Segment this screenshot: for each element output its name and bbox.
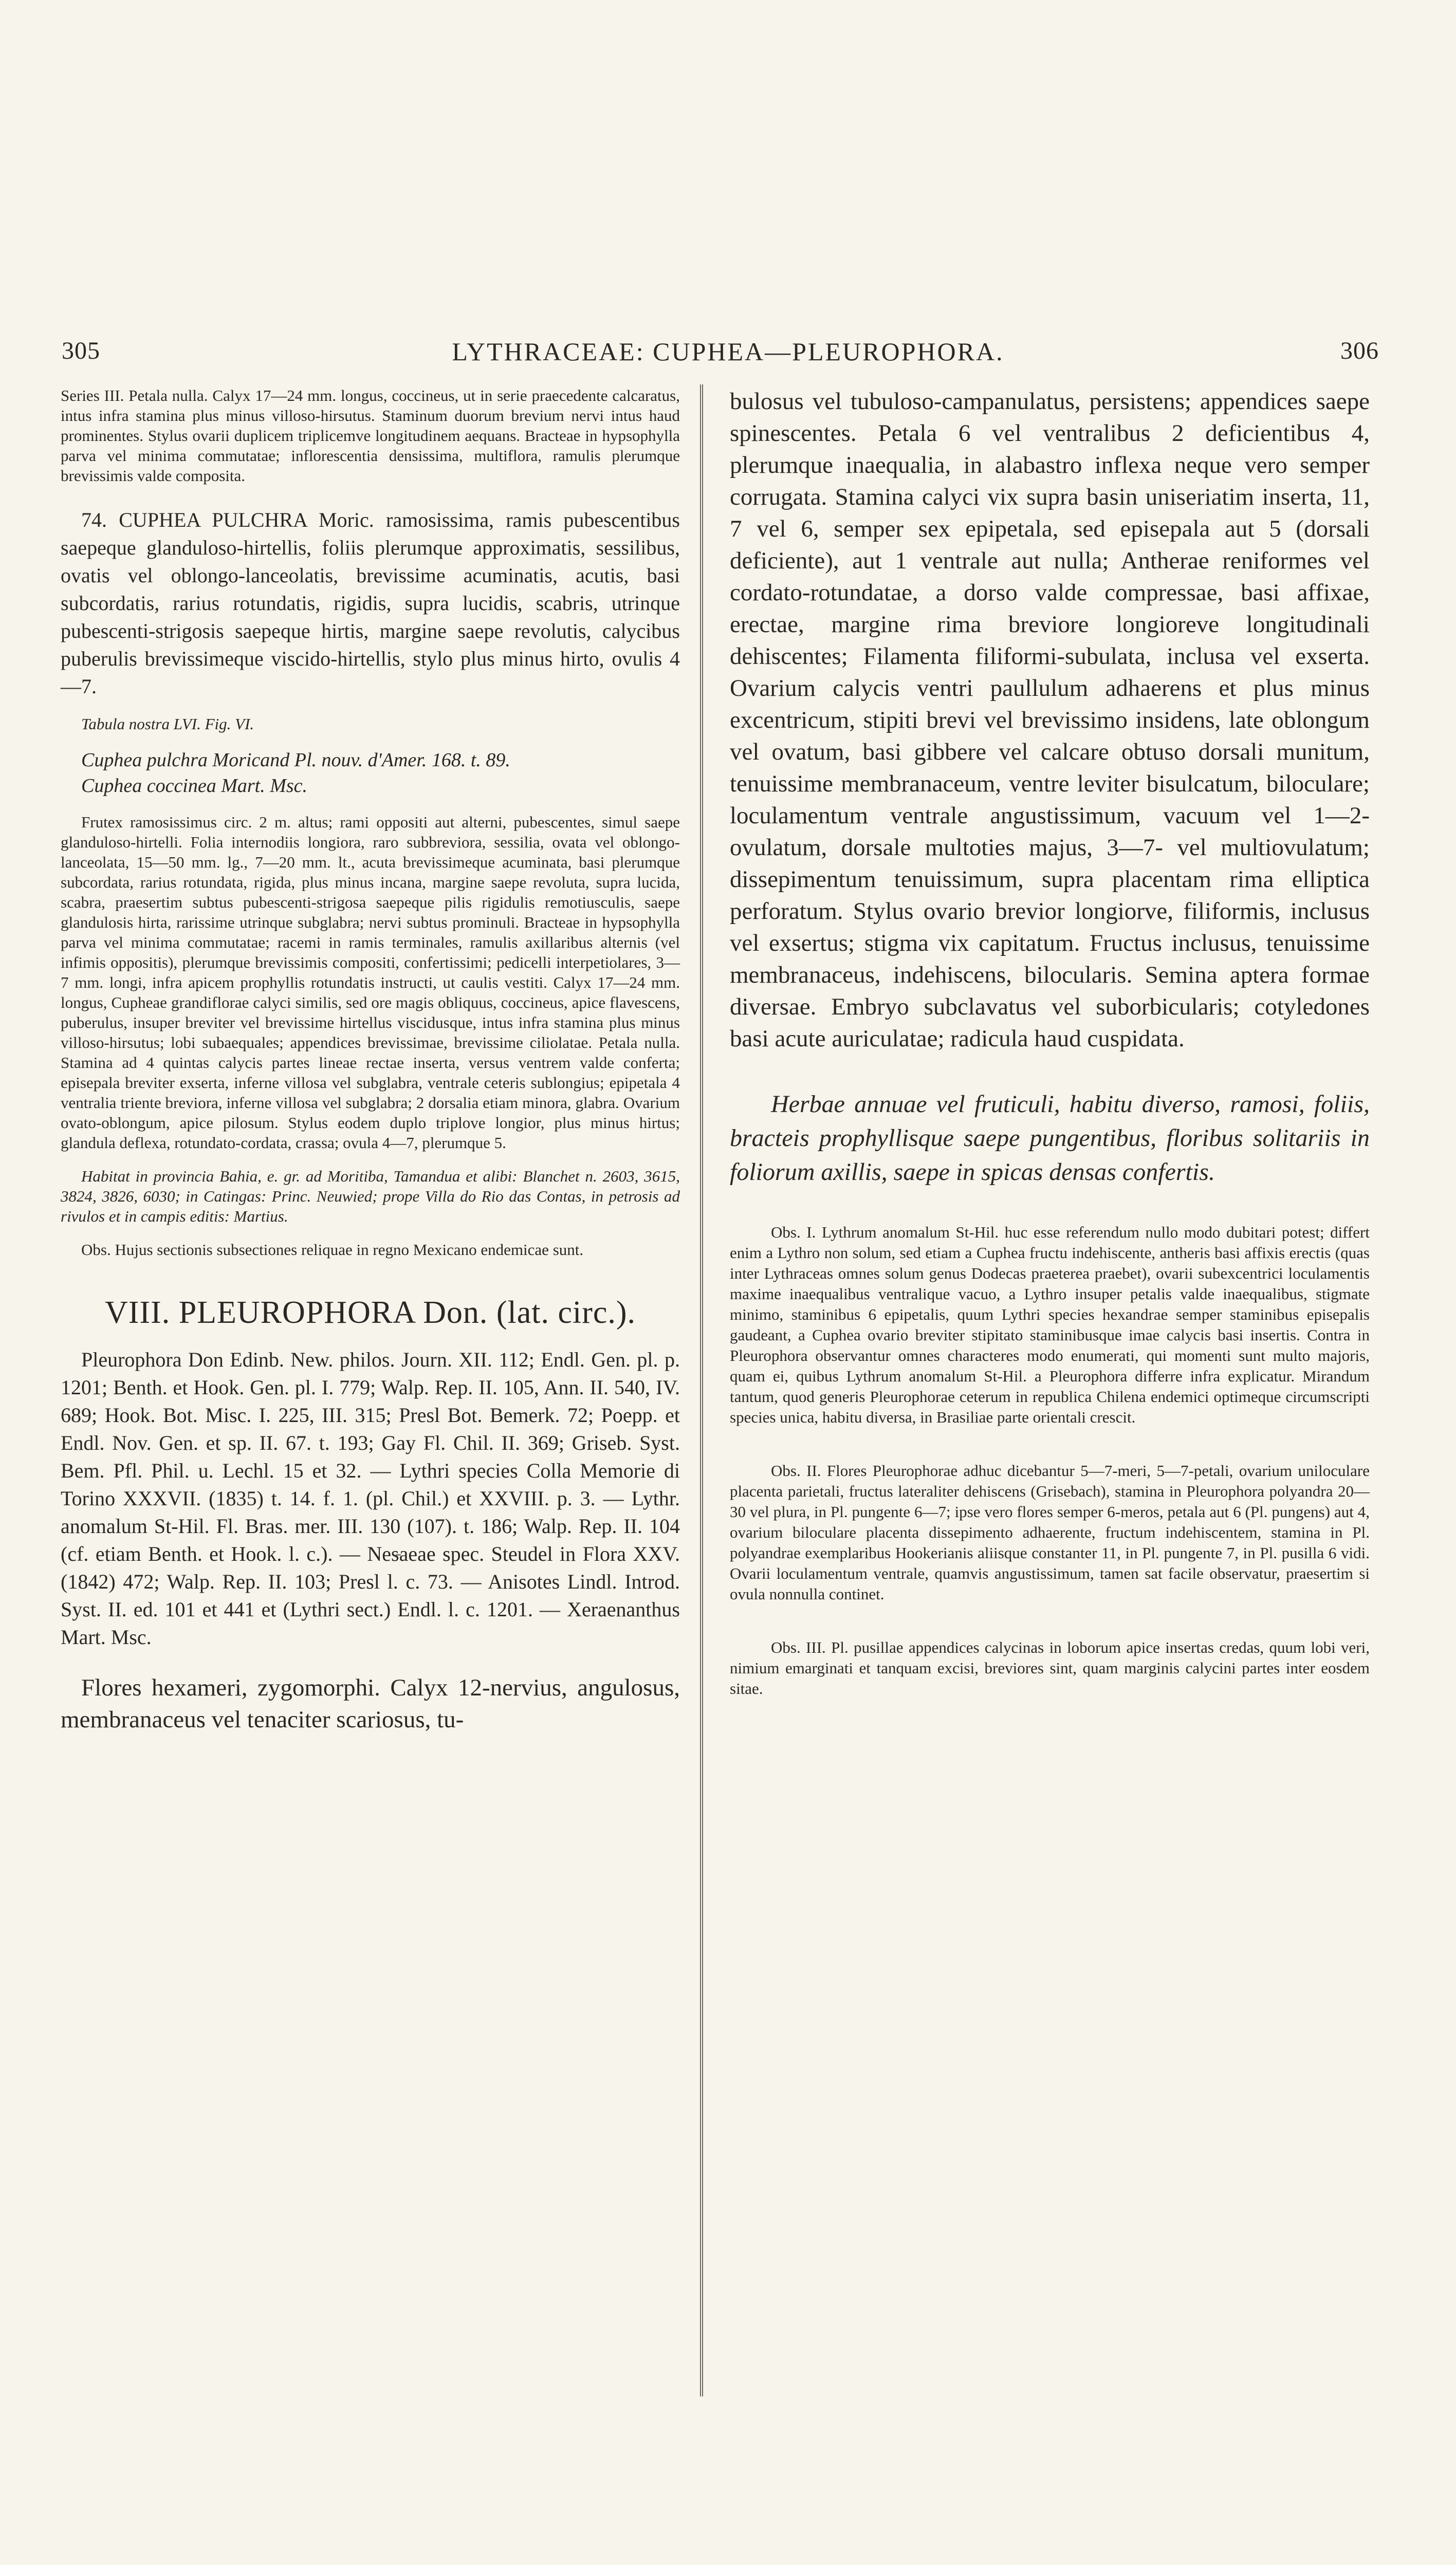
- column-divider: [700, 384, 703, 2396]
- species-description: Frutex ramosissimus circ. 2 m. altus; rami oppositi aut alterni, pubescentes, simul saepe glanduloso-hirtelli. Folia internodiis longiora, raro subbreviora, sessilia, ovata vel oblongo-lanceolata, 15—50 mm. lg., 7—20 mm. lt., acuta brevissimeque acuminata, basi plerumque subcordata, rarius rotundata, rigida, plus minus incana, margine saepe revoluta, supra lucida, scabra, praesertim subtus pubescenti-strigosa saepeque pilis rigidulis remotiusculis, saepe glandulosis hirta, rarissime utrinque subglabra; nervi subtus prominuli. Bracteae in hypsophylla parva vel minima commutatae; racemi in ramis terminales, ramulis axillaribus alternis (vel infimis oppositis), plerumque brevissimis compositi, confertissimi; pedicelli interpetiolares, 3—7 mm. longi, infra apicem prophyllis rotundatis instructi, ut caulis vestiti. Calyx 17—24 mm. longus, Cupheae grandiflorae calyci similis, sed ore magis obliquus, coccineus, apice flavescens, puberulus, insuper breviter vel brevissime hirtellus viscidusque, intus infra stamina plus minus villoso-hirsutus; lobi subaequales; appendices brevissimae, brevissime ciliolatae. Petala nulla. Stamina ad 4 quintas calycis partes lineae rectae inserta, versus ventrem valde conferta; episepala breviter exserta, inferne villosa vel subglabra, ventrale ceteris sublongius; epipetala 4 ventralia triente breviora, inferne villosa vel subglabra; 2 dorsalia etiam minora, glabra. Ovarium ovato-oblongum, apice pilosum. Stylus eodem duplo triplove longior, plus minus hirtus; glandula deflexa, rotundato-cordata, crassa; ovula 4—7, plerumque 5.: [61, 813, 680, 1152]
- species-description-head: 74. CUPHEA PULCHRA Moric. ramosissima, ramis pubescentibus saepeque glanduloso-hirtellis, foliis plerumque approximatis, sessilibus, ovatis vel oblongo-lanceolatis, brevissime acuminatis, acutis, basi subcordatis, rarius rotundatis, rigidis, supra lucidis, scabris, utrinque pubescenti-strigosis saepeque hirtis, margine saepe revolutis, calycibus puberulis brevissimeque viscido-hirtellis, stylo plus minus hirto, ovulis 4—7.: [61, 508, 680, 698]
- section-heading: VIII. PLEUROPHORA Don. (lat. circ.).: [104, 1295, 636, 1330]
- genus-description-continued: bulosus vel tubuloso-campanulatus, persistens; appendices saepe spinescentes. Petala 6 vel ventralibus 2 deficientibus 4, plerumque inaequalia, in alabastro inflexa neque vero semper corrugata. Stamina calyci vix supra basin uniseriatim inserta, 11, 7 vel 6, semper sex epipetala, sed episepala aut 5 (dorsali deficiente), aut 1 ventrale aut nulla; Antherae reniformes vel cordato-rotundatae, a dorso valde compressae, basi affixae, erectae, margine rima breviore longioreve longitudinali dehiscentes; Filamenta filiformi-subulata, inclusa vel exserta. Ovarium calycis ventri paullulum adhaerens et plus minus excentricum, stipiti brevi vel brevissimo insidens, late oblongum vel ovatum, basi gibbere vel calcare obtuso dorsali munitum, tenuissime membranaceum, ventre leviter bisulcatum, biloculare; loculamentum ventrale angustissimum, vacuum vel 1—2-ovulatum, dorsale multoties majus, 3—7- vel multiovulatum; dissepimentum tenuissimum, supra placentam rima elliptica perforatum. Stylus ovario brevior longiorve, filiformis, inclusus vel exsertus; stigma vix capitatum. Fructus inclusus, tenuissime membranaceus, indehiscens, bilocularis. Semina aptera formae diversae. Embryo subclavatus vel suborbicularis; cotyledones basi acute auriculatae; radicula haud cuspidata.: [730, 388, 1370, 1052]
- observation-note: Obs. Hujus sectionis subsectiones reliquae in regno Mexicano endemicae sunt.: [81, 1241, 584, 1259]
- observation-one: Obs. I. Lythrum anomalum St-Hil. huc esse referendum nullo modo dubitari potest; differt enim a Lythro non solum, sed etiam a Cuphea fructu indehiscente, antheris basi affixis erectis (quas inter Lythraceas omnes solum genus Dodecas praeterea praebet), ovarii subexcentrici loculamentis maxime inaequalibus ventralique vacuo, a Lythro insuper petalis valde inaequalibus, stigmate minimo, staminibus 6 epipetalis, quum Lythri species hexandrae semper staminibus episepalis gaudeant, a Cuphea ovario breviter stipitato staminibusque imae calycis basi insertis. Contra in Pleurophora observantur omnes characteres modo enumerati, qui momenti sunt multo majoris, quam ei, quibus Lythrum anomalum St-Hil. a Pleurophora differre infra explicatur. Mirandum tantum, quod generis Pleurophorae ceterum in republica Chilena endemici optimeque circumscripti species unica, habitu diversa, in Brasiliae parte orientali crescit.: [730, 1223, 1370, 1426]
- genus-synonymy: Pleurophora Don Edinb. New. philos. Journ. XII. 112; Endl. Gen. pl. p. 1201; Benth. et Hook. Gen. pl. I. 779; Walp. Rep. II. 105, Ann. II. 540, IV. 689; Hook. Bot. Misc. I. 225, III. 315; Presl Bot. Bemerk. 72; Poepp. et Endl. Nov. Gen. et sp. II. 67. t. 193; Gay Fl. Chil. II. 369; Griseb. Syst. Bem. Pfl. Phil. u. Lechl. 15 et 32. — Lythri species Colla Memorie di Torino XXXVII. (1835) t. 14. f. 1. (pl. Chil.) et XXVIII. p. 3. — Lythr. anomalum St-Hil. Fl. Bras. mer. III. 130 (107). t. 186; Walp. Rep. II. 104 (cf. etiam Benth. et Hook. l. c.). — Nesaeae spec. Steudel in Flora XXV. (1842) 472; Walp. Rep. II. 103; Presl l. c. 73. — Anisotes Lindl. Introd. Syst. II. ed. 101 et 441 et (Lythri sect.) Endl. l. c. 1201. — Xeraenanthus Mart. Msc.: [61, 1348, 680, 1649]
- habitat-note: Habitat in provincia Bahia, e. gr. ad Moritiba, Tamandua et alibi: Blanchet n. 2603, 3615, 3824, 3826, 6030; in Catingas: Princ. Neuwied; prope Villa do Rio das Contas, in petrosis ad rivulos et in campis editis: Martius.: [61, 1167, 680, 1225]
- left-column: [61, 385, 680, 1736]
- citation-martius: Cuphea coccinea Mart. Msc.: [81, 775, 308, 797]
- right-column: [730, 385, 1370, 1699]
- genus-description-start: Flores hexameri, zygomorphi. Calyx 12-nervius, angulosus, membranaceus vel tenaciter scariosus, tu-: [61, 1674, 680, 1733]
- observation-three: Obs. III. Pl. pusillae appendices calycinas in loborum apice insertas credas, quum lobi veri, nimium emarginati et tanquam excisi, breviores sint, quam marginis calycini partes inter eosdem sitae.: [730, 1638, 1370, 1697]
- running-title: LYTHRACEAE: CUPHEA—PLEUROPHORA.: [452, 337, 1004, 366]
- page-number-right: 306: [1340, 337, 1379, 364]
- habit-summary: Herbae annuae vel fruticuli, habitu diverso, ramosi, foliis, bracteis prophyllisque saepe pungentibus, floribus solitariis in foliorum axillis, saepe in spicas densas confertis.: [730, 1091, 1370, 1186]
- page-number-left: 305: [62, 337, 100, 364]
- observation-two: Obs. II. Flores Pleurophorae adhuc dicebantur 5—7-meri, 5—7-petali, ovarium uniloculare placenta parietali, fructus lateraliter dehiscens (Grisebach), stamina in Pleurophora polyandra 20—30 vel plura, in Pl. pungente 6—7; ipse vero flores semper 6-meros, petala aut 6 (Pl. pungens) aut 4, ovarium biloculare placenta dissepimento adhaerente, fructum indehiscentem, stamina in Pl. polyandrae exemplaribus Hookerianis aliisque constanter 11, in Pl. pungente 7, in Pl. pusilla 6 vidi. Ovarii loculamentum ventrale, quamvis angustissimum, tamen sat facile observatur, praesertim si ovula nonnulla continet.: [730, 1462, 1370, 1603]
- citation-moricand: Cuphea pulchra Moricand Pl. nouv. d'Amer. 168. t. 89.: [81, 749, 510, 771]
- series-note: Series III. Petala nulla. Calyx 17—24 mm. longus, coccineus, ut in serie praecedente calcaratus, intus infra stamina plus minus villoso-hirsutus. Staminum duorum brevium nervi intus haud prominentes. Stylus ovarii duplicem triplicemve longitudinem aequans. Bracteae in hypsophylla parva vel minima commutatae; inflorescentia densissima, multiflora, ramulis plerumque brevissimis valde composita.: [61, 386, 680, 485]
- plate-reference: Tabula nostra LVI. Fig. VI.: [81, 715, 254, 733]
